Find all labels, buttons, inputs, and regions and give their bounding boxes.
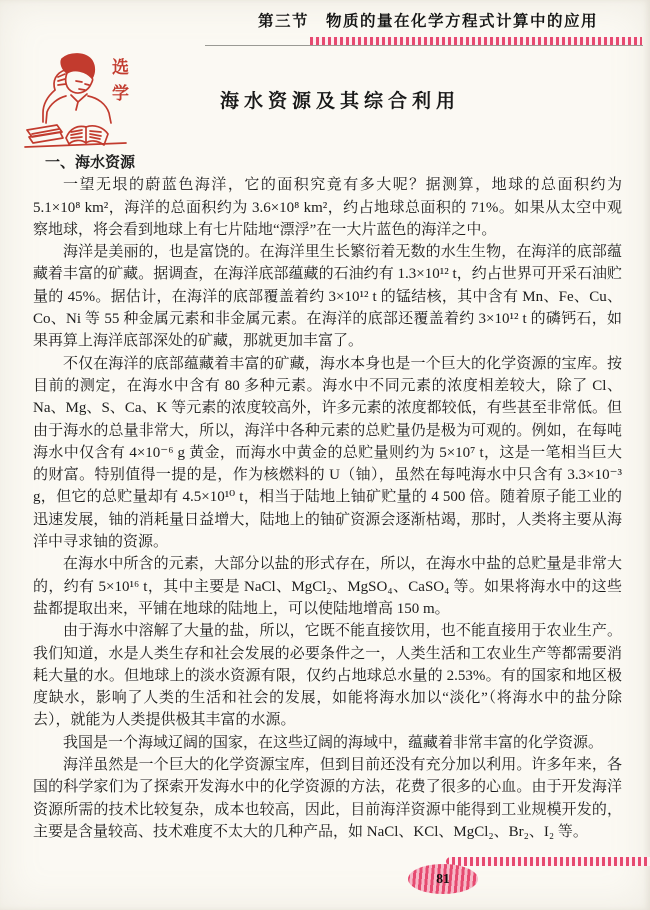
header-rule-line [205, 45, 643, 46]
paragraph-china-sea-area: 我国是一个海域辽阔的国家，在这些辽阔的海域中，蕴藏着非常丰富的化学资源。 [63, 734, 604, 751]
article-title: 海水资源及其综合利用 [219, 91, 460, 112]
paragraph-freshwater-desalination: 由于海水中溶解了大量的盐，所以，它既不能直接饮用，也不能直接用于农业生产。我们知道，水是人类生存和社会发展的必要条件之一，人类生活和工农业生产等都需要消耗大量的水。但地球上的淡水资源有限，仅约占地球总水量的 2.53%。有的国家和地区极度缺水，影响了人类的生活和社会的发展，如能将海水加以“淡化”（将海水中的盐分除去），就能为人类提供极其丰富的水源。 [33, 623, 622, 729]
optional-study-label: 选学 [109, 58, 128, 110]
paragraph-salts: 在海水中所含的元素，大部分以盐的形式存在，所以，在海水中盐的总贮量是非常大的，约有 5×10¹⁶ t，其中主要是 NaCl、MgCl₂、MgSO₄、CaSO₄ 等。如果将海水中的这些盐都提取出来，平铺在地球的陆地上，可以使陆地增高 150 m。 [33, 556, 622, 617]
footer-striped-band [446, 857, 650, 866]
article-body [33, 152, 622, 843]
header-striped-band [310, 37, 642, 45]
chapter-header-title: 第三节 物质的量在化学方程式计算中的应用 [257, 13, 598, 30]
page-number: 81 [436, 871, 450, 886]
paragraph-ocean-area: 一望无垠的蔚蓝色海洋，它的面积究竟有多大呢？据测算，地球的总面积约为 5.1×10⁸ km²，海洋的总面积约为 3.6×10⁸ km²，约占地球总面积的 71%。如果从太空中观察地球，将会看到地球上有七片陆地“漂浮”在一大片蓝色的海洋之中。 [33, 177, 622, 238]
paragraph-industrial-products: 海洋虽然是一个巨大的化学资源宝库，但到目前还没有充分加以利用。许多年来，各国的科学家们为了探索开发海水中的化学资源的方法，花费了很多的心血。由于开发海洋资源所需的技术比较复杂，成本也较高，因此，目前海洋资源中能得到工业规模开发的，主要是含量较高、技术难度不太大的几种产品，如 NaCl、KCl、MgCl₂、Br₂、I₂ 等。 [33, 757, 622, 840]
section-heading: 一、海水资源 [45, 155, 136, 171]
paragraph-elements-uranium: 不仅在海洋的底部蕴藏着丰富的矿藏，海水本身也是一个巨大的化学资源的宝库。按目前的测定，在海水中含有 80 多种元素。海水中不同元素的浓度相差较大，除了 Cl、Na、Mg、S、Ca、K 等元素的浓度较高外，许多元素的浓度都较低，有些甚至非常低。但由于海水的总量非常大，所以，海洋中各种元素的总贮量仍是极为可观的。例如，在每吨海水中仅含有 4×10⁻⁶ g 黄金，而海水中黄金的总贮量则约为 5×10⁷ t，这是一笔相当巨大的财富。特别值得一提的是，作为核燃料的 U（铀），虽然在每吨海水中只含有 3.3×10⁻³ g，但它的总贮量却有 4.5×10¹⁰ t，相当于陆地上铀矿贮量的 4 500 倍。随着原子能工业的迅速发展，铀的消耗量日益增大，陆地上的铀矿资源会逐渐枯竭，那时，人类将主要从海洋中寻求铀的资源。 [33, 355, 622, 551]
paragraph-seabed-minerals: 海洋是美丽的，也是富饶的。在海洋里生长繁衍着无数的水生生物，在海洋的底部蕴藏着丰富的矿藏。据调查，在海洋底部蕴藏的石油约有 1.3×10¹² t，约占世界可开采石油贮量的 45%。据估计，在海洋的底部覆盖着约 3×10¹² t 的锰结核，其中含有 Mn、Fe、Cu、Co、Ni 等 55 种金属元素和非金属元素。在海洋的底部还覆盖着约 3×10¹² t 的磷钙石，如果再算上海洋底部深处的矿藏，那就更加丰富了。 [33, 244, 622, 350]
page-number-badge [408, 864, 478, 894]
